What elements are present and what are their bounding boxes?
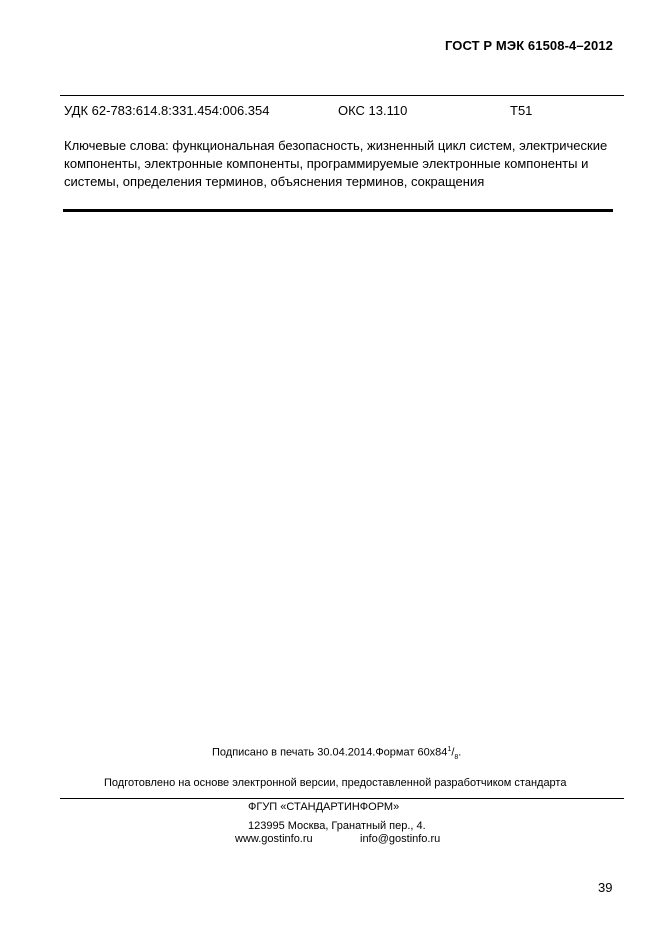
classification-code: Т51 xyxy=(510,103,533,118)
signed-text: Подписано в печать 30.04.2014.Формат 60х84 xyxy=(212,746,448,759)
signed-suffix: . xyxy=(458,746,462,759)
keywords-divider xyxy=(63,209,613,212)
publisher-email: info@gostinfo.ru xyxy=(360,833,441,845)
format-denominator: 8 xyxy=(454,753,459,761)
page-number: 39 xyxy=(598,880,613,895)
keywords-line: системы, определения терминов, объяснения терминов, сокращения xyxy=(64,174,485,189)
signed-for-print: Подписано в печать 30.04.2014.Формат $60х84^1/_8$. xyxy=(212,746,462,761)
udk-code: УДК 62-783:614.8:331.454:006.354 xyxy=(64,103,270,118)
publisher-address: 123995 Москва, Гранатный пер., 4. xyxy=(248,820,426,832)
format-numerator: 1 xyxy=(447,746,452,753)
top-divider xyxy=(60,95,624,96)
keywords-line: компоненты, электронные компоненты, программируемые электронные компоненты и xyxy=(64,156,589,171)
keywords-block xyxy=(64,137,624,191)
keywords-line: Ключевые слова: функциональная безопасность, жизненный цикл систем, электрические xyxy=(64,138,608,153)
imprint-divider xyxy=(60,798,624,799)
document-header: ГОСТ Р МЭК 61508-4–2012 xyxy=(445,38,613,53)
publisher-website: www.gostinfo.ru xyxy=(235,833,313,845)
prepared-note: Подготовлено на основе электронной версии, предоставленной разработчиком стандарта xyxy=(104,777,567,789)
oks-code: ОКС 13.110 xyxy=(338,103,408,118)
publisher-name: ФГУП «СТАНДАРТИНФОРМ» xyxy=(248,801,400,813)
